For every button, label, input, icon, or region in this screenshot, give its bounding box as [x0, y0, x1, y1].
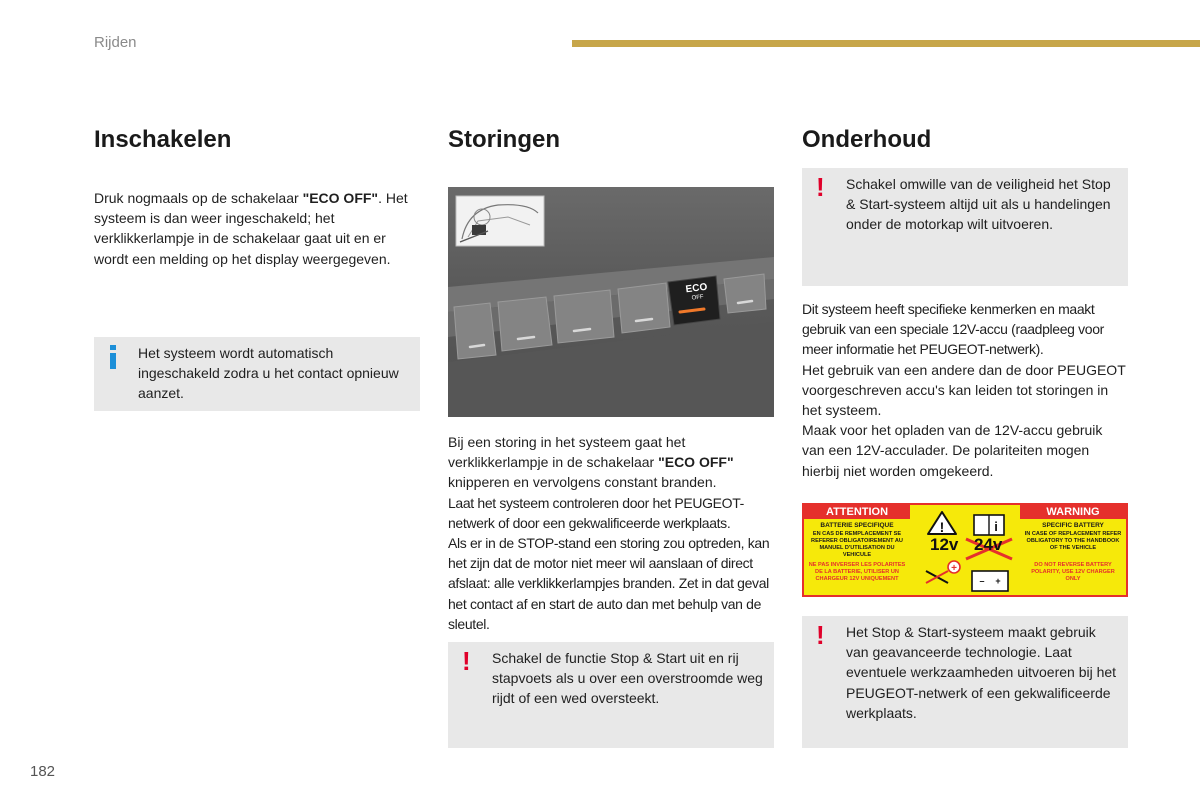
- warning-note-water: ! Schakel de functie Stop & Start uit en rij stapvoets als u over een overstroomde weg rijdt of een wed oversteekt.: [448, 642, 774, 748]
- exclamation-icon: !: [816, 172, 825, 202]
- column-onderhoud: [802, 126, 1128, 154]
- paragraph-onderhoud: Dit systeem heeft specifieke kenmerken en maakt gebruik van een speciale 12V-accu (raadpleeg voor meer informatie het PEUGEOT-netwerk). Het gebruik van een andere dan de door PEUGEOT voorgeschreven accu's kan leiden tot storingen in het systeem. Maak voor het opladen van de 12V-accu gebruik van een 12V-acculader. De polariteiten mogen hierbij niet worden omgekeerd.: [802, 301, 1126, 479]
- paragraph-storingen: Bij een storing in het systeem gaat het verklikkerlampje in de schakelaar "ECO OFF" knipperen en vervolgens constant branden. Laat het systeem controleren door het PEUGEOT-netwerk of door een gekwalificeerde werkplaats. Als er in de STOP-stand een storing zou optreden, kan het zijn dat de motor niet meer wil aanslaan of direct afslaat: alle verklikkerlampjes branden. Zet in dat geval het contact af en start de auto dan met behulp van de sleutel.: [448, 434, 770, 632]
- label-24v: 24v: [974, 535, 1003, 554]
- switch-panel-illustration: [448, 187, 774, 417]
- battery-pictograms: [912, 509, 1020, 595]
- eco-off-switch-photo: [448, 187, 774, 417]
- eco-off-button-label: ECO OFF: [685, 281, 708, 302]
- info-icon: [110, 345, 116, 367]
- paragraph-inschakelen: Druk nogmaals op de schakelaar "ECO OFF". Het systeem is dan weer ingeschakeld; het verklikkerlampje in de schakelaar gaat uit en er wordt een melding op het display weergegeven.: [94, 190, 408, 267]
- section-label: Rijden: [94, 34, 137, 51]
- svg-text:+: +: [995, 576, 1001, 586]
- column-storingen: [448, 126, 774, 154]
- section-title-inschakelen: Inschakelen: [94, 126, 232, 153]
- page-number: 182: [30, 763, 56, 780]
- battery-warning-label: ATTENTION WARNING BATTERIE SPECIFIQUE EN CAS DE REMPLACEMENT SE REFERER OBLIGATOIREMENT AU MANUEL D'UTILISATION DU VEHICULE NE PAS INVERSER LES POLARITES DE LA BATTERIE, UTILISER UN CHARGEUR 12V UNIQUEMENT SPECIFIC BATTERY IN CASE OF REPLACEMENT REFER OBLIGATORY TO THE HANDBOOK OF THE VEHICLE DO NOT REVERSE BATTERY POLARITY, USE 12V CHARGER ONLY ! i + – + 12v 24v: [802, 503, 1128, 597]
- exclamation-icon: !: [816, 620, 825, 650]
- label-12v: 12v: [930, 535, 959, 554]
- section-title-storingen: Storingen: [448, 126, 560, 153]
- info-note: Het systeem wordt automatisch ingeschakeld zodra u het contact opnieuw aanzet.: [94, 337, 420, 411]
- warning-note-engine: ! Schakel omwille van de veiligheid het Stop & Start-systeem altijd uit als u handelingen onder de motorkap wilt uitvoeren.: [802, 168, 1128, 286]
- exclamation-icon: !: [462, 646, 471, 676]
- svg-text:–: –: [979, 576, 985, 586]
- label-attention: ATTENTION: [804, 505, 910, 519]
- warning-note-technology: ! Het Stop & Start-systeem maakt gebruik van geavanceerde technologie. Laat eventuele werkzaamheden uitvoeren bij het PEUGEOT-netwerk of een gekwalificeerde werkplaats.: [802, 616, 1128, 748]
- label-warning: WARNING: [1020, 505, 1126, 519]
- header-accent-bar: [572, 40, 1200, 47]
- column-inschakelen: [94, 126, 420, 269]
- svg-text:+: +: [951, 563, 957, 574]
- svg-text:i: i: [994, 519, 998, 534]
- battery-icon: [972, 571, 1008, 591]
- svg-text:!: !: [939, 519, 945, 535]
- section-title-onderhoud: Onderhoud: [802, 126, 932, 153]
